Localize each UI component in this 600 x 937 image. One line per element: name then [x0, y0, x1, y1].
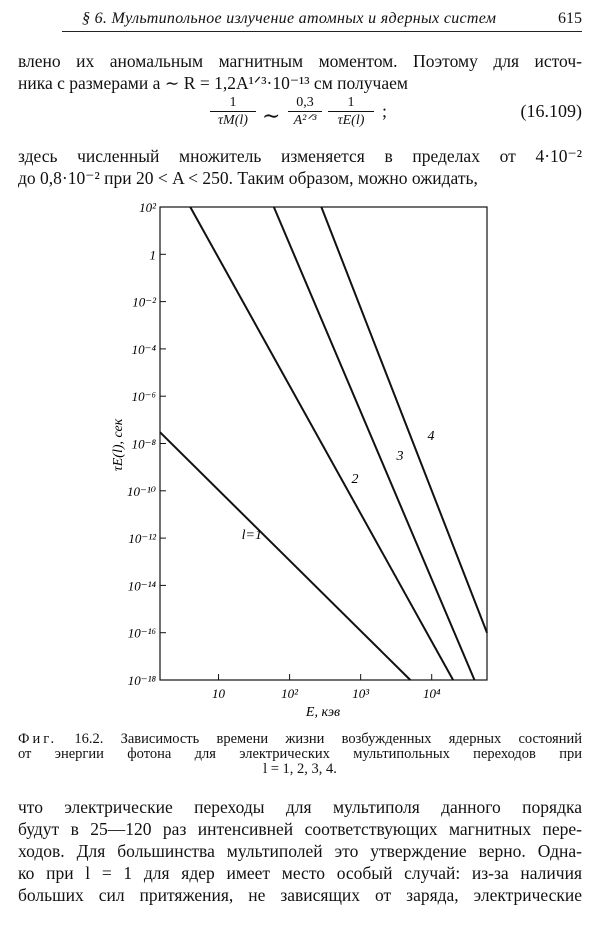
text-line: здесь численный множитель изменяется в пределах от 4·10⁻² — [18, 146, 582, 166]
text-line: больших сил притяжения, не зависящих от заряда, электрические — [18, 885, 582, 905]
formula-terminator: ; — [382, 101, 388, 121]
curve-label-2: 2 — [351, 472, 359, 487]
series-group — [160, 207, 487, 680]
caption-line — [18, 732, 582, 747]
figure-caption — [18, 732, 582, 777]
text-line: ника с размерами a ∼ R = 1,2A¹ᐟ³·10⁻¹³ см получаем — [18, 73, 408, 93]
caption-line: от энергии фотона для электрических мультипольных переходов при — [18, 746, 582, 762]
fraction-denominator: τE(l) — [337, 113, 365, 128]
curve-label-l1: l=1 — [241, 528, 262, 543]
text-line: до 0,8·10⁻² при 20 < A < 250. Таким образом, можно ожидать, — [18, 168, 478, 188]
bottom-paragraph — [18, 796, 582, 906]
x-tick-label: 10² — [281, 686, 299, 701]
series-line-1 — [160, 432, 410, 680]
fraction-numerator: 0,3 — [296, 95, 314, 110]
relation-symbol: ∼ — [262, 103, 281, 128]
equation-16-109 — [210, 95, 600, 135]
y-tick-label: 10⁻¹⁶ — [127, 625, 156, 641]
running-header-title: § 6. Мультипольное излучение атомных и ядерных систем — [82, 10, 497, 27]
y-axis-label: τE(l), сек — [111, 418, 126, 472]
y-tick-label: 10⁻² — [132, 294, 156, 310]
equation-number: (16.109) — [520, 101, 582, 121]
text-line: что электрические переходы для мультиполя данного порядка — [18, 797, 582, 817]
y-tick-label: 10² — [139, 200, 156, 215]
y-tick-label: 1 — [149, 247, 156, 263]
fraction-denominator: τM(l) — [218, 113, 248, 128]
middle-paragraph — [18, 145, 582, 189]
fraction-coefficient — [288, 95, 322, 129]
fraction-numerator: 1 — [229, 95, 237, 110]
curve-label-3: 3 — [396, 449, 404, 464]
plot-frame — [160, 207, 487, 680]
y-tick-label: 10⁻¹⁴ — [127, 578, 156, 594]
fraction-denominator: A²ᐟ³ — [293, 113, 317, 128]
caption-line: l = 1, 2, 3, 4. — [263, 761, 337, 777]
running-header — [62, 8, 582, 32]
y-tick-label: 10⁻¹⁰ — [127, 483, 156, 499]
caption-prefix: Фиг. — [18, 731, 58, 747]
text-line: ходов. Для большинства мультиполей это утверждение верно. Одна- — [18, 841, 582, 861]
x-tick-label: 10 — [212, 686, 226, 701]
x-axis-label: E, кэв — [305, 705, 341, 720]
series-line-4 — [321, 207, 487, 633]
series-line-3 — [274, 207, 475, 680]
top-paragraph — [18, 50, 582, 94]
x-tick-label: 10³ — [352, 686, 370, 701]
figure-16-2 — [0, 190, 600, 730]
page-number: 615 — [558, 10, 582, 27]
y-tick-label: 10⁻⁸ — [131, 436, 156, 452]
fraction-right — [328, 95, 374, 129]
x-tick-label: 10⁴ — [422, 686, 441, 701]
text-line: будут в 25—120 раз интенсивней соответствующих магнитных пере- — [18, 819, 582, 839]
y-tick-label: 10⁻⁶ — [131, 389, 156, 405]
x-axis — [212, 674, 441, 701]
header-rule — [62, 31, 582, 32]
y-tick-label: 10⁻⁴ — [131, 341, 156, 357]
caption-text: 16.2. Зависимость времени жизни возбужденных ядерных состояний — [74, 731, 582, 747]
text-line: влено их аномальным магнитным моментом. Поэтому для источ- — [18, 51, 582, 71]
curve-label-4: 4 — [427, 429, 435, 444]
y-tick-label: 10⁻¹² — [128, 531, 156, 547]
fraction-left — [210, 95, 256, 129]
text-line: ко при l = 1 для ядер имеет место особый случай: из-за наличия — [18, 863, 582, 883]
fraction-numerator: 1 — [347, 95, 355, 110]
y-tick-label: 10⁻¹⁸ — [127, 673, 156, 688]
